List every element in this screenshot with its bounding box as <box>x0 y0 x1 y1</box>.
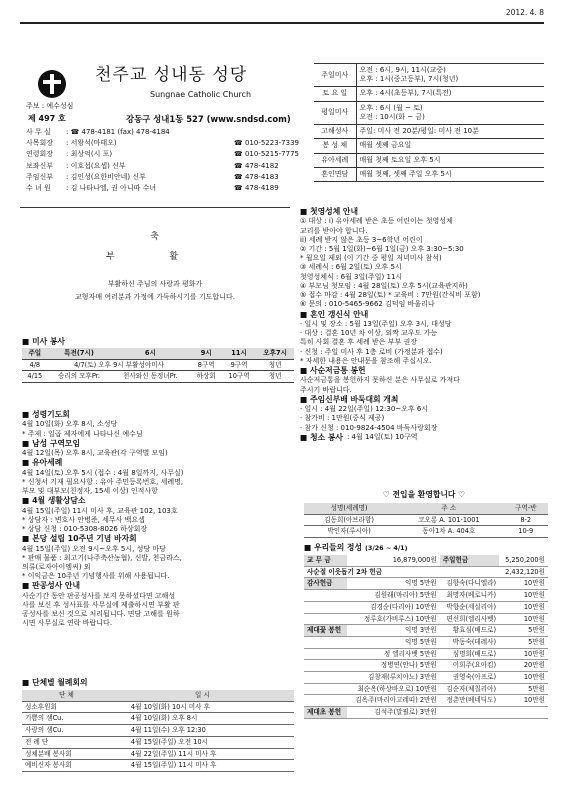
greeting-line: 축 <box>150 232 160 242</box>
text-line: 사를 보신 후 성사표를 사무실에 제출하시면 부활 판 <box>22 600 180 609</box>
text-line: * 주제 : 일곱 제자에게 나타나신 예수님 <box>22 429 143 438</box>
table-header <box>304 503 548 514</box>
table-cell: 10만원 <box>499 578 548 590</box>
table-cell: 5만원 <box>499 683 548 695</box>
table-row <box>314 101 544 124</box>
table-row <box>314 167 544 181</box>
table-row <box>304 526 548 538</box>
table-cell: 8구역 <box>190 359 222 371</box>
table-cell: 10만원 <box>499 613 548 625</box>
text-line: ④ 부모님 첫모임 : 4월 28일(토) 오후 5시(교육관지하) <box>300 281 468 290</box>
table-row <box>304 648 548 660</box>
text-line: 4월 12일(목) 오후 8시, 교육관(각 구역별 모임) <box>22 449 168 458</box>
text-line: · 대상 : 결혼 10년 차 이상, 외짝 교우도 가능 <box>300 329 438 338</box>
table-cell: 제대초 봉헌 <box>304 707 347 719</box>
table-cell: 20만원 <box>499 660 548 672</box>
text-line: * 이익금은 10주년 기념행사를 위해 사용됩니다. <box>22 572 170 581</box>
text-line: · 참가비 : 1만원(중식 제공) <box>300 414 385 423</box>
table-cell: 주일 <box>22 348 48 359</box>
table-cell: 청년 <box>256 371 294 383</box>
easter-greeting <box>20 232 290 302</box>
mass-value: 매월 첫째, 셋째 주일 오후 5시 <box>356 167 544 181</box>
table-row <box>304 636 548 648</box>
text-line: · 신청 : 주일 미사 후 1층 로비 (가정분과 접수) <box>300 347 443 356</box>
greeting-line: 부 활 <box>105 251 205 262</box>
section-title: ■ 우리들의 정성 <box>304 543 362 553</box>
church-cross-logo-icon <box>38 70 66 98</box>
table-cell: 10만원 <box>499 695 548 707</box>
text-line: 4월 14일(토) 오후 5시 (접수 : 4월 8일까지, 사무실) <box>22 468 184 477</box>
table-cell: 9구역 <box>222 359 256 371</box>
table-cell: 10만원 <box>499 648 548 660</box>
table-cell <box>304 590 347 602</box>
contact-row <box>26 150 308 161</box>
table-cell: 8-2 <box>503 514 548 526</box>
text-line: 시면 사무실로 연락 바랍니다. <box>22 619 113 628</box>
table-row <box>304 601 548 613</box>
table-cell: 교 무 금 <box>304 555 347 566</box>
table-cell <box>304 613 347 625</box>
section-title: ■ 청소 봉사 <box>300 433 343 443</box>
contact-label: 연령회장 <box>26 150 54 159</box>
top-divider <box>20 22 544 24</box>
table-cell: 최순옥(하상바오로) 10만원 <box>347 683 440 695</box>
text-line: 의류(로자아이엠씨) 외 <box>22 562 91 571</box>
text-line: 4월 15일(주일) 오전 9시~오후 5시, 성당 마당 <box>22 544 166 553</box>
table-cell: 4월 10일(화) 10시 미사 후 <box>111 701 294 713</box>
contact-phone: ☎ 010-5215-7775 <box>234 150 299 159</box>
text-line: 주시기 바랍니다. <box>300 385 352 394</box>
table-row <box>304 672 548 684</box>
table-row <box>22 760 294 772</box>
table-cell: 사순절 이웃돕기 2차 헌금 <box>304 566 440 578</box>
table-cell: 2,432,120원 <box>499 566 548 578</box>
table-cell: 4/7(토) 오후 9시 부활성야미사 <box>48 359 191 371</box>
text-line: · 일시 : 4월 22일(주일) 12:30~오후 6시 <box>300 405 429 414</box>
mass-service-table <box>22 348 294 383</box>
text-line: ③ 세례식 : 6월 2일(토) 오후 5시 <box>300 263 402 272</box>
table-row <box>22 736 294 748</box>
table-cell: 전 례 단 <box>22 736 111 748</box>
table-cell: 청년 <box>256 359 294 371</box>
table-cell <box>499 707 548 719</box>
contact-label: 사목회장 <box>26 139 54 148</box>
mass-line: 오전 : 10시(화 ~ 금) <box>359 112 425 121</box>
welcome-title: ♡ 전입을 환영합니다 ♡ <box>382 490 466 499</box>
table-row <box>304 695 548 707</box>
text-line: * 판매 물품 : 최고기(나주축산농협), 신발, 천금라스, <box>22 553 182 562</box>
offering-table <box>304 555 548 719</box>
section-title: ■ 주임신부배 바둑대회 개최 <box>300 395 548 405</box>
text-line: * 자세한 내용은 안내문을 참조해 주십시오. <box>300 356 432 365</box>
table-cell: 오후7시 <box>256 348 294 359</box>
contact-phone: ☎ 478-4183 <box>234 172 279 181</box>
table-cell: 황효심(베드로) <box>440 625 499 637</box>
table-cell: 익명 5만원 <box>347 636 440 648</box>
table-cell: 10만원 <box>499 601 548 613</box>
table-header <box>22 690 294 701</box>
mass-line: 오전 : 6시, 9시, 11시(교중) <box>359 66 446 74</box>
contacts-list <box>26 128 308 195</box>
table-cell <box>304 636 347 648</box>
text-line: ② 기간 : 5월 1일(화)~6월 1일(금) 오후 3:30~5:30 <box>300 244 464 253</box>
contact-value: : 최상억(시 포) <box>66 150 113 159</box>
contact-label: 사 무 실 <box>26 128 51 136</box>
table-cell: 정춘만(베네딕도) <box>440 695 499 707</box>
contact-row <box>26 173 308 184</box>
table-cell: 특전(7시) <box>48 348 111 359</box>
table-cell: 성체분배 봉사회 <box>22 748 111 760</box>
table-cell: 하상회 <box>190 371 222 383</box>
table-row <box>304 590 548 602</box>
mass-value: 주일: 미사 전 20분/평일: 미사 전 10분 <box>356 125 544 139</box>
right-announcements <box>300 207 548 443</box>
table-cell: 5만원 <box>499 625 548 637</box>
table-cell: 최명자(베로니카) <box>440 590 499 602</box>
mass-label: 고해성사 <box>314 125 356 139</box>
section-title: ■ 성령기도회 <box>22 410 294 420</box>
text-line: 공성사를 보신 것으로 처리됩니다. 면담 고해를 원하 <box>22 610 180 619</box>
contact-label: 보좌신부 <box>26 161 54 170</box>
table-cell: 주 소 <box>394 503 503 514</box>
table-row <box>304 555 548 566</box>
table-row <box>304 683 548 695</box>
table-cell: 동아1차 A. 404호 <box>394 526 503 538</box>
patron: 주보 : 예수성심 <box>26 102 74 110</box>
table-cell: 10만원 <box>499 590 548 602</box>
welcome-table <box>304 503 548 538</box>
text-line: * 상담자 : 변호사 안병준, 세무사 백요셉 <box>22 515 145 524</box>
table-row <box>304 514 548 526</box>
contact-row <box>26 139 308 150</box>
mass-value: 매월 셋째 금요일 <box>356 139 544 153</box>
table-row <box>304 707 548 719</box>
text-line: 사순기간 동안 판공성사를 보지 못하셨다면 고해성 <box>22 591 176 600</box>
contact-value: : 서왕석(마태오) <box>66 139 117 148</box>
table-row <box>314 125 544 139</box>
table-cell: 6시 <box>110 348 190 359</box>
table-cell: 4/15 <box>22 371 48 383</box>
section-title: ■ 사순저금통 봉헌 <box>300 366 548 376</box>
greeting-line: 부활하신 주님의 사랑과 평화가 <box>107 279 203 288</box>
table-cell: 박동숙(데레사) <box>440 636 499 648</box>
greeting-line: 교형자매 여러분과 가정에 가득하시기를 기도합니다. <box>75 292 235 301</box>
table-cell: 코오롱 A. 101-1001 <box>394 514 503 526</box>
table-row <box>314 64 544 87</box>
table-cell: 익명 3만원 <box>347 625 440 637</box>
table-cell: 단 체 <box>22 690 111 701</box>
table-cell: 4월 22일(주일) 11시 미사 후 <box>111 748 294 760</box>
table-cell: 정루호(가비루스) 10만원 <box>347 613 440 625</box>
table-cell: 김옥주(마리아고레띠) 2만원 <box>347 695 440 707</box>
text-line: · 참가 신청 : 010-9824-4504 바둑사랑회장 <box>300 423 438 432</box>
table-cell: 11시 <box>222 348 256 359</box>
church-address: 강동구 성내1동 527 (www.sndsd.com) <box>126 114 291 124</box>
table-cell <box>304 648 347 660</box>
text-line: ii) 세례 받지 않은 초등 3~6학년 어린이 <box>300 235 423 244</box>
mass-times-table <box>314 63 544 182</box>
table-cell: 박인자(루시아) <box>304 526 394 538</box>
text-line: 교리를 받아야 합니다. <box>300 226 368 235</box>
table-row <box>22 713 294 725</box>
table-cell: 사랑의 샘Cu. <box>22 725 111 737</box>
text-line: · 일시 및 장소 : 5월 13일(주일) 오후 3시, 대성당 <box>300 319 452 328</box>
mass-label: 봉 성 체 <box>314 139 356 153</box>
table-cell: 김순자(체칠리아) <box>440 683 499 695</box>
table-row <box>304 566 548 578</box>
section-title: ■ 본당 설립 10주년 기념 바자회 <box>22 534 294 544</box>
table-cell: 5만원 <box>499 636 548 648</box>
table-cell: 이희주(요아킴) <box>440 660 499 672</box>
table-header <box>22 348 294 359</box>
table-cell <box>304 683 347 695</box>
contact-value: : 김 나타나엘, 권 아니따 수녀 <box>66 183 157 192</box>
table-row <box>304 613 548 625</box>
mass-label: 혼인면담 <box>314 167 356 181</box>
contact-value: : 김인성(요한비안네) 신부 <box>66 172 146 181</box>
table-cell: 심명희(베드로) <box>440 648 499 660</box>
section-title: ■ 미사 봉사 <box>22 337 65 347</box>
table-row <box>314 87 544 101</box>
table-cell: 일 시 <box>111 690 294 701</box>
section-title: ■ 첫영성체 안내 <box>300 207 548 217</box>
mass-value: 오후 : 4시(초등부), 7시(특전) <box>356 87 544 101</box>
table-row <box>22 725 294 737</box>
table-cell: 승리의 모후Pr. <box>48 371 111 383</box>
contact-phone: ☎ 010-5223-7339 <box>234 139 299 148</box>
table-cell: 4월 15일(주일) 11시 미사 후 <box>111 760 294 772</box>
table-cell: 주일헌금 <box>440 555 499 566</box>
table-row <box>304 625 548 637</box>
table-cell: 천사와신 동정녀Pr. <box>110 371 190 383</box>
contact-value: : ☎ 478-4181 (fax) 478-4184 <box>66 128 170 136</box>
contact-phone <box>234 128 308 139</box>
contact-row <box>26 128 308 139</box>
left-announcements <box>22 410 294 629</box>
table-cell <box>304 660 347 672</box>
text-line: * 상담 신청 : 010-5308-8026 하상회장 <box>22 525 148 533</box>
table-cell: 익명 5만원 <box>347 578 440 590</box>
table-row <box>22 701 294 713</box>
table-cell: 김향숙(다니엘라) <box>440 578 499 590</box>
section-title: ■ 4월 생활상담소 <box>22 496 294 506</box>
table-cell: 10구역 <box>222 371 256 383</box>
table-cell: 4월 11일(수) 오후 12:30 <box>111 725 294 737</box>
contact-label: 주임신부 <box>26 172 54 181</box>
offering-heading <box>304 543 408 553</box>
issue-number: 제 497 호 <box>28 114 66 123</box>
mass-line: 오후 : 1시(중고등부), 7시(청년) <box>359 75 459 84</box>
table-cell: 5,250,200원 <box>499 555 548 566</box>
contact-label: 수 녀 원 <box>26 183 51 192</box>
table-cell: 김원래(마리아) 5만원 <box>347 590 440 602</box>
church-english-name: Sungnae Catholic Church <box>150 90 252 99</box>
table-cell: 구역-반 <box>503 503 548 514</box>
mass-value: 매월 첫째 토요일 오후 5시 <box>356 153 544 167</box>
table-cell: 제대꽃 봉헌 <box>304 625 347 637</box>
table-cell: 예비신자 봉사회 <box>22 760 111 772</box>
contact-row <box>26 162 308 173</box>
table-cell: 김동희(아브라함) <box>304 514 394 526</box>
offering-period: (3/26 ~ 4/1) <box>365 544 408 552</box>
table-row <box>314 153 544 167</box>
text-line: ① 대상 : i) 유아세례 받은 초등 어린이는 첫영성체 <box>300 217 453 226</box>
table-row <box>304 578 548 590</box>
text-line: 4월 15일(주일) 11시 미사 후, 교육관 102, 103호 <box>22 506 178 515</box>
table-cell: 편선희(엘리사벳) <box>440 613 499 625</box>
section-divider <box>20 207 290 208</box>
text-line: 첫영성체식 : 6월 3일(주일) 11시 <box>300 272 403 281</box>
table-cell: 16,879,000원 <box>347 555 440 566</box>
table-cell: 김석주(말필로) 3만원 <box>347 707 440 719</box>
text-line: * 신청서 기재 필요사항 : 유아 주민등록번호, 세례명, <box>22 477 184 486</box>
church-title: 천주교 성내동 성당 <box>95 65 248 85</box>
text-line: ⑤ 접수 마감 : 4월 28일(토) * 교육비 : 7만원(간식비 포함) <box>300 291 481 300</box>
table-cell <box>440 707 499 719</box>
mass-label: 유아세례 <box>314 153 356 167</box>
table-cell: 9시 <box>190 348 222 359</box>
table-cell: 기쁨의 샘Cu. <box>22 713 111 725</box>
table-cell: 4월 10일(화) 오후 8시 <box>111 713 294 725</box>
text-line: 사순저금통을 봉헌하지 못하신 분은 사무실로 가져다 <box>300 376 460 385</box>
mass-label: 주일미사 <box>314 64 356 87</box>
section-title: ■ 혼인 갱신식 안내 <box>300 310 548 320</box>
section-title: ■ 남성 구역모임 <box>22 439 294 449</box>
table-cell: 김경순(다리아) 10만원 <box>347 601 440 613</box>
table-row <box>314 139 544 153</box>
section-title: ■ 단체별 월례회의 <box>22 678 88 688</box>
contact-phone: ☎ 478-4182 <box>234 161 279 170</box>
text-line: * 월요일 제외 (이 기간 중 평일 저녁미사 참석) <box>300 254 442 263</box>
contact-phone: ☎ 478-4189 <box>234 183 279 192</box>
text-line: ⑥ 문의 : 010-5465-9662 김덕임 바울리나 <box>300 300 435 309</box>
text-line: 특히 사회 결혼 후 세례 받은 부부 권장 <box>300 338 418 347</box>
mass-line: 오후 : 6시 (월 ~ 토) <box>359 103 423 112</box>
table-cell: 김창재(루치아노) 3만원 <box>347 672 440 684</box>
table-row <box>22 359 294 371</box>
table-cell <box>304 601 347 613</box>
mass-value <box>356 101 544 124</box>
table-cell: 성소후원회 <box>22 701 111 713</box>
table-row <box>22 748 294 760</box>
contact-value: : 이호섭(요셉) 신부 <box>66 161 126 170</box>
table-cell: 박향순(세실리아) <box>440 601 499 613</box>
contact-row <box>26 184 308 195</box>
table-cell: 10-9 <box>503 526 548 538</box>
mass-value <box>356 64 544 87</box>
table-cell: 10만원 <box>499 672 548 684</box>
table-cell: 정병연(안나) 5만원 <box>347 660 440 672</box>
section-title: ■ 판공성사 안내 <box>22 581 294 591</box>
meetings-table <box>22 690 294 772</box>
section-title: ■ 유아세례 <box>22 458 294 468</box>
table-cell: 4/8 <box>22 359 48 371</box>
table-cell: 4월 15일(주일) 오전 10시 <box>111 736 294 748</box>
text-line: 4월 10일(화) 오후 8시, 소성당 <box>22 420 118 429</box>
table-row <box>304 660 548 672</box>
table-cell <box>304 672 347 684</box>
text-line: 부모 및 대부모(친정자, 15세 이상) 인적사항 <box>22 487 158 496</box>
mass-label: 토 요 일 <box>314 87 356 101</box>
cleaning-service <box>300 433 548 443</box>
table-cell: 감사헌금 <box>304 578 347 590</box>
table-row <box>22 371 294 383</box>
table-cell <box>304 695 347 707</box>
text-line: : 4월 14일(토) 10구역 <box>346 432 418 441</box>
table-cell: 성명(세례명) <box>304 503 394 514</box>
table-cell: 권영숙(아프로) <box>440 672 499 684</box>
mass-label: 평일미사 <box>314 101 356 124</box>
bulletin-date: 2012. 4. 8 <box>505 8 544 17</box>
table-cell: 정 엘리사벳 5만원 <box>347 648 440 660</box>
